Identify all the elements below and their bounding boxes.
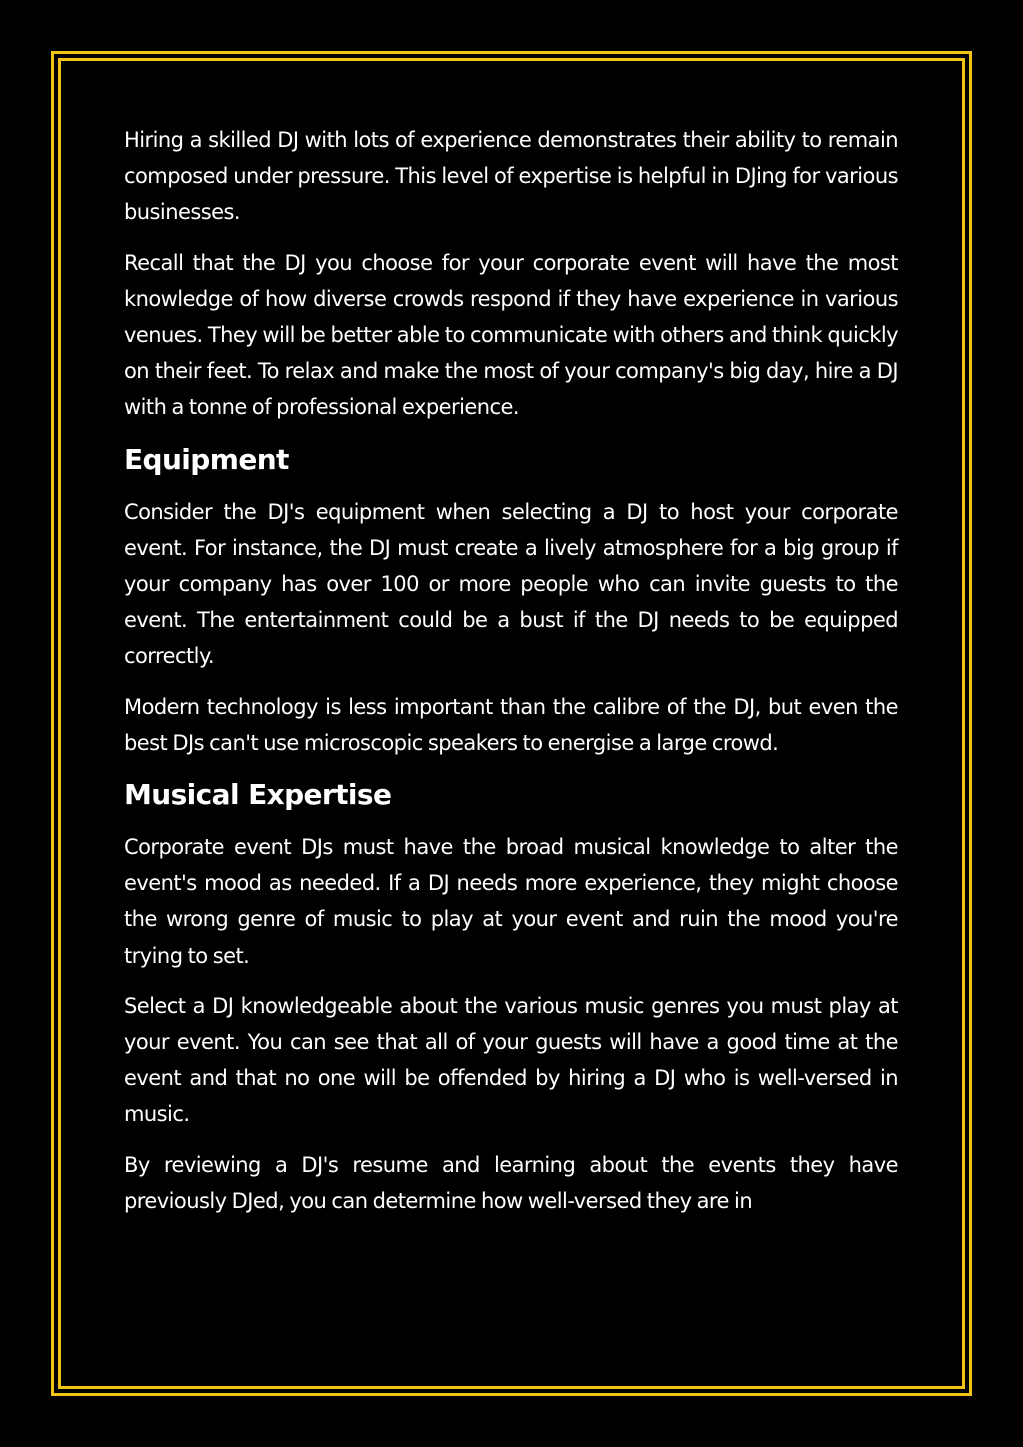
document-body xyxy=(124,122,898,1233)
heading-musical-expertise: Musical Expertise xyxy=(124,778,392,812)
heading-equipment: Equipment xyxy=(124,442,289,476)
paragraph-recall-dj-choice: Recall that the DJ you choose for your corporate event will have the most knowledge of how diverse crowds respond if they have experience in various venues. They will be better able to communicate with others and think quickly on their feet. To relax and make the most of your company's big day, hire a DJ with a tonne of professional experience. xyxy=(124,250,898,420)
paragraph-select-knowledgeable-dj: Select a DJ knowledgeable about the various music genres you must play at your event. You can see that all of your guests will have a good time at the event and that no one will be offended by hiring a DJ who is well-versed in music. xyxy=(124,993,898,1127)
paragraph-reviewing-resume: By reviewing a DJ's resume and learning about the events they have previously DJed, you can determine how well-versed they are in xyxy=(124,1152,898,1213)
paragraph-modern-technology: Modern technology is less important than the calibre of the DJ, but even the best DJs can't use microscopic speakers to energise a large crowd. xyxy=(124,694,898,755)
paragraph-consider-equipment: Consider the DJ's equipment when selecting a DJ to host your corporate event. For instance, the DJ must create a lively atmosphere for a big group if your company has over 100 or more people who can invite guests to the event. The entertainment could be a bust if the DJ needs to be equipped correctly. xyxy=(124,499,898,669)
paragraph-corporate-event-djs: Corporate event DJs must have the broad musical knowledge to alter the event's mood as needed. If a DJ needs more experience, they might choose the wrong genre of music to play at your event and ruin the mood you're trying to set. xyxy=(124,835,898,968)
paragraph-hiring-skilled-dj: Hiring a skilled DJ with lots of experience demonstrates their ability to remain composed under pressure. This level of expertise is helpful in DJing for various businesses. xyxy=(124,128,898,225)
